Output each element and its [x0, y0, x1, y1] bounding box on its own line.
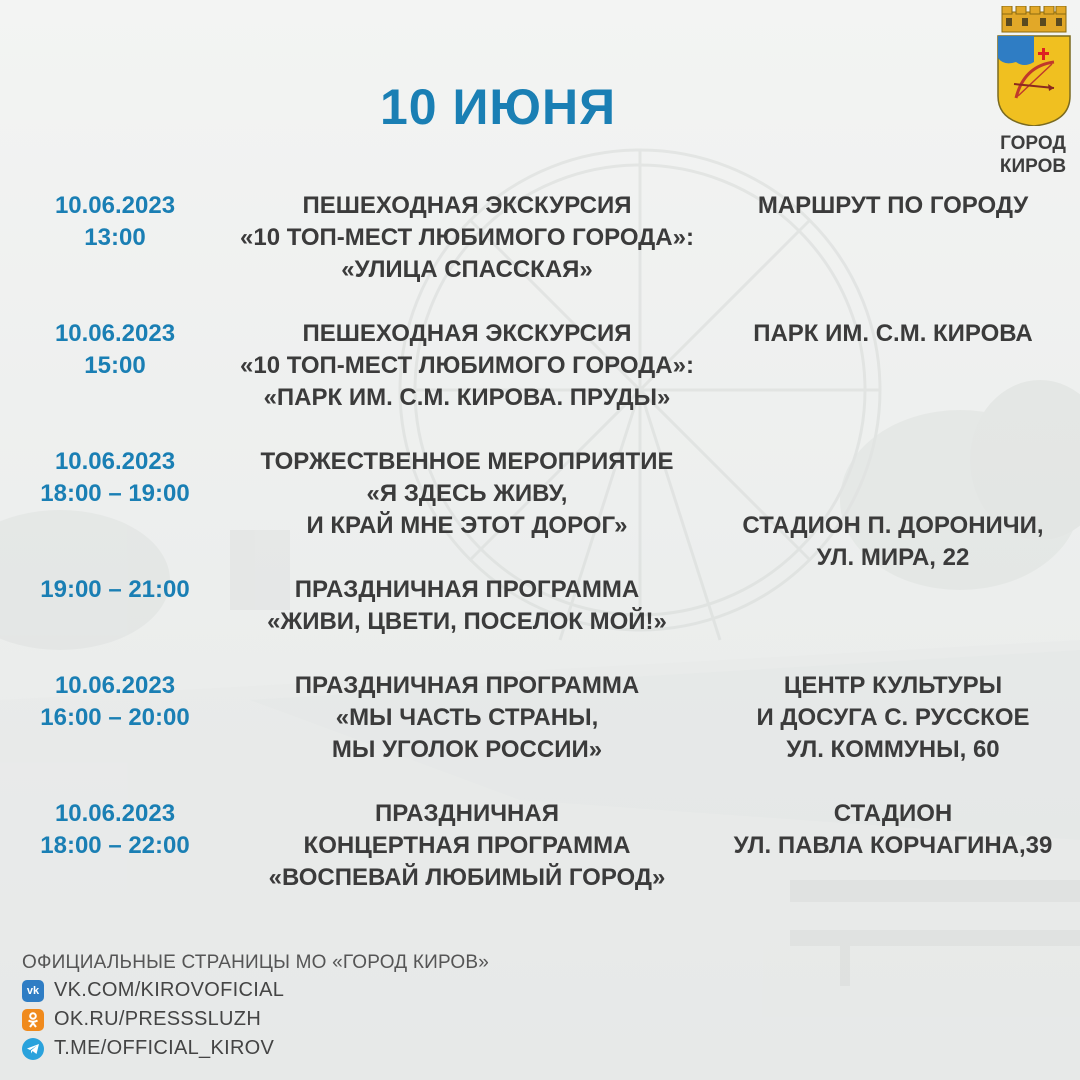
- event-location-line: УЛ. ПАВЛА КОРЧАГИНА,39: [733, 832, 1053, 859]
- vk-icon: vk: [22, 980, 44, 1002]
- event-title-line: КОНЦЕРТНАЯ ПРОГРАММА: [303, 832, 631, 859]
- coat-of-arms-logo: [994, 6, 1074, 126]
- footer-title: ОФИЦИАЛЬНЫЕ СТРАНИЦЫ МО «ГОРОД КИРОВ»: [22, 952, 490, 973]
- event-datetime: [14, 574, 216, 606]
- event-datetime: [14, 318, 216, 382]
- logo-caption: ГОРОД КИРОВ: [999, 133, 1067, 177]
- event-datetime-line: 10.06.2023: [54, 320, 176, 347]
- event-title-line: ТОРЖЕСТВЕННОЕ МЕРОПРИЯТИЕ: [260, 448, 674, 475]
- event-title-line: «ВОСПЕВАЙ ЛЮБИМЫЙ ГОРОД»: [268, 864, 666, 891]
- event-title-line: «10 ТОП-МЕСТ ЛЮБИМОГО ГОРОДА»:: [240, 224, 694, 251]
- social-link-ok[interactable]: [22, 1005, 489, 1034]
- social-link-label: OK.RU/PRESSSLUZH: [54, 1008, 262, 1030]
- event-location-line: И ДОСУГА С. РУССКОЕ: [756, 704, 1030, 731]
- event-datetime-line: 10.06.2023: [54, 800, 176, 827]
- event-datetime-line: 10.06.2023: [54, 192, 176, 219]
- event-datetime-line: 18:00 – 22:00: [40, 832, 190, 859]
- event-title-line: «МЫ ЧАСТЬ СТРАНЫ,: [335, 704, 599, 731]
- event-location-line: СТАДИОН: [833, 800, 953, 827]
- event-location-line: ЦЕНТР КУЛЬТУРЫ: [783, 672, 1003, 699]
- event-datetime-line: 15:00: [84, 352, 146, 379]
- social-link-label: T.ME/OFFICIAL_KIROV: [54, 1037, 275, 1059]
- event-location: [712, 190, 1074, 222]
- event-title: [218, 446, 716, 542]
- event-datetime: [14, 798, 216, 862]
- footer: [22, 950, 489, 1063]
- event-datetime: [14, 446, 216, 510]
- event-title-line: И КРАЙ МНЕ ЭТОТ ДОРОГ»: [306, 512, 628, 539]
- event-location: [712, 318, 1074, 350]
- page-title: 10 ИЮНЯ: [379, 79, 617, 135]
- event-location-line: [712, 478, 1074, 510]
- event-location: [712, 670, 1074, 766]
- event-title-line: «ЖИВИ, ЦВЕТИ, ПОСЕЛОК МОЙ!»: [267, 608, 667, 635]
- event-title: [218, 190, 716, 286]
- event-datetime: [14, 190, 216, 254]
- event-datetime-line: 19:00 – 21:00: [40, 576, 190, 603]
- event-location-line: [712, 446, 1074, 478]
- event-title-line: МЫ УГОЛОК РОССИИ»: [331, 736, 603, 763]
- event-datetime-line: 13:00: [84, 224, 146, 251]
- event-title-line: «Я ЗДЕСЬ ЖИВУ,: [366, 480, 568, 507]
- event-title-line: ПЕШЕХОДНАЯ ЭКСКУРСИЯ: [302, 192, 632, 219]
- event-title: [218, 798, 716, 894]
- event-location-line: УЛ. КОММУНЫ, 60: [786, 736, 1000, 763]
- telegram-icon: [22, 1038, 44, 1060]
- event-datetime-line: 10.06.2023: [54, 448, 176, 475]
- event-title-line: ПЕШЕХОДНАЯ ЭКСКУРСИЯ: [302, 320, 632, 347]
- event-location: [712, 798, 1074, 862]
- event-location: [712, 446, 1074, 574]
- event-title-line: «УЛИЦА СПАССКАЯ»: [341, 256, 593, 283]
- event-title-line: ПРАЗДНИЧНАЯ ПРОГРАММА: [294, 672, 640, 699]
- ok-icon: [22, 1009, 44, 1031]
- event-title: [218, 670, 716, 766]
- social-link-label: VK.COM/KIROVOFICIAL: [54, 979, 285, 1001]
- social-link-vk[interactable]: [22, 976, 489, 1005]
- event-datetime-line: 16:00 – 20:00: [40, 704, 190, 731]
- event-location-line: МАРШРУТ ПО ГОРОДУ: [757, 192, 1029, 219]
- event-title-line: ПРАЗДНИЧНАЯ: [375, 800, 559, 827]
- event-location-line: ПАРК ИМ. С.М. КИРОВА: [753, 320, 1033, 347]
- event-title-line: ПРАЗДНИЧНАЯ ПРОГРАММА: [294, 576, 640, 603]
- event-location-line: УЛ. МИРА, 22: [816, 544, 970, 571]
- event-title-line: «ПАРК ИМ. С.М. КИРОВА. ПРУДЫ»: [263, 384, 671, 411]
- event-datetime-line: 18:00 – 19:00: [40, 480, 190, 507]
- social-link-telegram[interactable]: [22, 1034, 489, 1063]
- event-title: [218, 574, 716, 638]
- event-title: [218, 318, 716, 414]
- event-datetime: [14, 670, 216, 734]
- event-location-line: СТАДИОН П. ДОРОНИЧИ,: [742, 512, 1044, 539]
- event-datetime-line: 10.06.2023: [54, 672, 176, 699]
- event-title-line: «10 ТОП-МЕСТ ЛЮБИМОГО ГОРОДА»:: [240, 352, 694, 379]
